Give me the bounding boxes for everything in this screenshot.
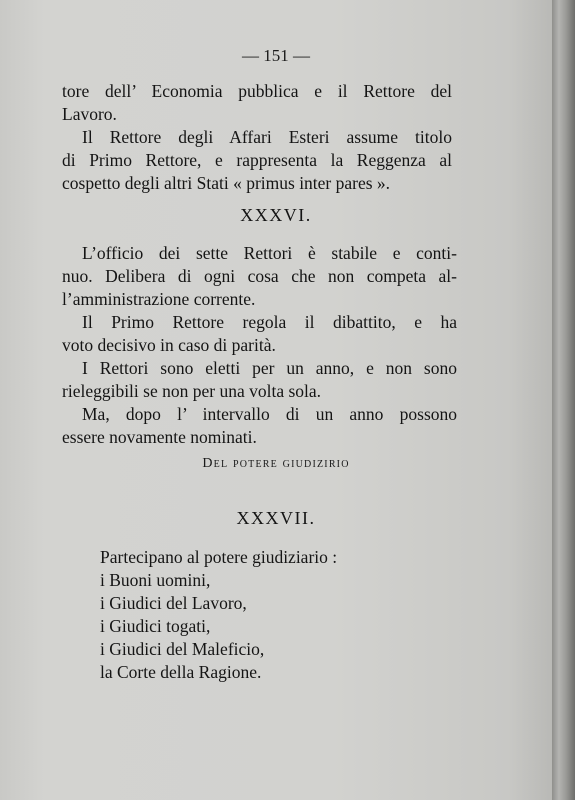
- section-heading-xxxvi: XXXVI.: [240, 205, 312, 225]
- text-line: voto decisivo in caso di parità.: [62, 335, 276, 355]
- text-line: L’officio dei sette Rettori è stabile e conti-: [82, 243, 457, 263]
- list-item: i Giudici del Maleficio,: [100, 639, 265, 659]
- book-edge: [552, 0, 575, 800]
- list-item: i Giudici togati,: [100, 616, 211, 636]
- paragraph-block-1: [62, 80, 452, 195]
- text-line: Partecipano al potere giudiziario :: [100, 547, 338, 567]
- paragraph-block-3: [100, 546, 430, 684]
- text-line: l’amministrazione corrente.: [62, 289, 256, 309]
- text-line: Il Rettore degli Affari Esteri assume titolo: [82, 127, 452, 147]
- list-item: la Corte della Ragione.: [100, 662, 262, 682]
- section-title: Del potere giudizirio: [202, 456, 350, 471]
- text-line: I Rettori sono eletti per un anno, e non sono: [82, 358, 457, 378]
- section-heading-xxxvii: XXXVII.: [236, 508, 316, 528]
- text-line: essere novamente nominati.: [62, 427, 257, 447]
- text-line: Ma, dopo l’ intervallo di un anno possono: [82, 404, 457, 424]
- text-line: nuo. Delibera di ogni cosa che non competa al-: [62, 266, 457, 286]
- text-line: rieleggibili se non per una volta sola.: [62, 381, 322, 401]
- text-line: Il Primo Rettore regola il dibattito, e ha: [82, 312, 457, 332]
- text-line: di Primo Rettore, e rappresenta la Reggenza al: [62, 150, 452, 170]
- page-number: — 151 —: [242, 46, 310, 65]
- list-item: i Buoni uomini,: [100, 570, 211, 590]
- list-item: i Giudici del Lavoro,: [100, 593, 247, 613]
- paragraph-block-2: [62, 242, 457, 449]
- text-line: tore dell’ Economia pubblica e il Rettore del: [62, 81, 452, 101]
- text-line: cospetto degli altri Stati « primus inter pares ».: [62, 173, 391, 193]
- text-line: Lavoro.: [62, 104, 117, 124]
